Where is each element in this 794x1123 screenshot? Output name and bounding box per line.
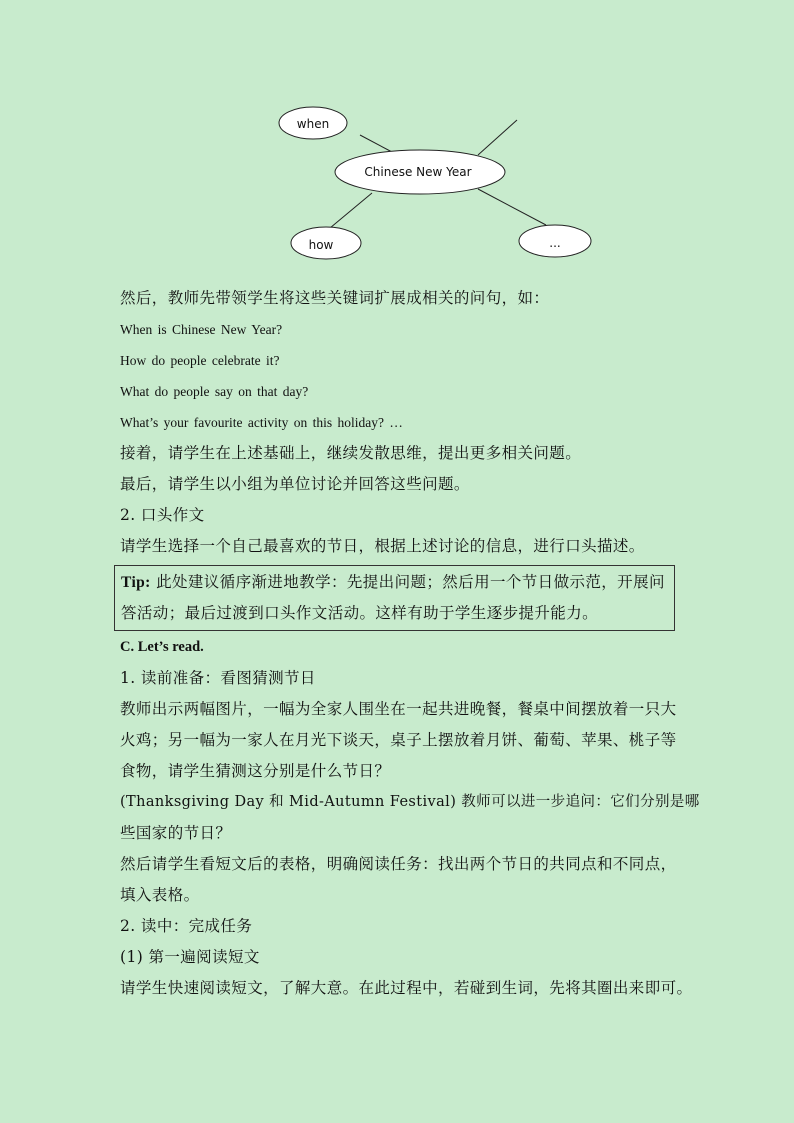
tip-label: Tip: — [121, 574, 151, 591]
question-2: How do people celebrate it? — [120, 353, 280, 368]
node-ellipsis-label: ... — [549, 236, 561, 250]
c2-subtitle: (1) 第一遍阅读短文 — [120, 948, 260, 966]
c1-line-2: 火鸡；另一幅为一家人在月光下谈天，桌子上摆放着月饼、葡萄、苹果、桃子等 — [120, 731, 677, 749]
node-when-label: when — [296, 117, 330, 131]
c1-title: 1. 读前准备：看图猜测节日 — [120, 669, 316, 687]
question-3: What do people say on that day? — [120, 384, 309, 399]
connector-top-right — [478, 120, 517, 155]
question-4: What’s your favourite activity on this holiday? … — [120, 415, 403, 430]
c1-line-1: 教师出示两幅图片，一幅为全家人围坐在一起共进晚餐，餐桌中间摆放着一只大 — [120, 700, 677, 718]
connector-when — [360, 135, 392, 152]
c2-title: 2. 读中：完成任务 — [120, 917, 253, 935]
c1-line-6: 然后请学生看短文后的表格，明确阅读任务：找出两个节日的共同点和不同点， — [120, 855, 677, 873]
tip-box — [114, 565, 675, 631]
c1-line-7: 填入表格。 — [120, 886, 200, 904]
paragraph-next: 接着，请学生在上述基础上，继续发散思维，提出更多相关问题。 — [120, 444, 582, 462]
mind-map-diagram — [0, 0, 794, 270]
tip-line-1 — [121, 567, 668, 598]
node-how-label: how — [308, 238, 334, 252]
question-1: When is Chinese New Year? — [120, 322, 283, 337]
document-body — [120, 283, 700, 1004]
c1-line-3: 食物，请学生猜测这分别是什么节日？ — [120, 762, 391, 780]
c1-line-5: 些国家的节日？ — [120, 824, 232, 842]
section-2-text: 请学生选择一个自己最喜欢的节日，根据上述讨论的信息，进行口头描述。 — [120, 537, 645, 555]
intro-paragraph: 然后，教师先带领学生将这些关键词扩展成相关的问句，如： — [120, 289, 550, 307]
connector-how — [330, 193, 372, 228]
tip-text-1: 此处建议循序渐进地教学：先提出问题；然后用一个节日做示范，开展问 — [156, 573, 665, 591]
node-center-label: Chinese New Year — [364, 165, 472, 179]
section-2-title: 2. 口头作文 — [120, 506, 205, 524]
section-c-title: C. Let’s read. — [120, 639, 204, 655]
paragraph-last: 最后，请学生以小组为单位讨论并回答这些问题。 — [120, 475, 470, 493]
c2-text: 请学生快速阅读短文，了解大意。在此过程中，若碰到生词，先将其圈出来即可。 — [120, 979, 693, 997]
tip-line-2: 答活动；最后过渡到口头作文活动。这样有助于学生逐步提升能力。 — [121, 604, 599, 622]
connector-ellipsis — [478, 189, 546, 225]
c1-line-4: (Thanksgiving Day 和 Mid-Autumn Festival) 教师可以进一步追问：它们分别是哪 — [120, 794, 700, 810]
